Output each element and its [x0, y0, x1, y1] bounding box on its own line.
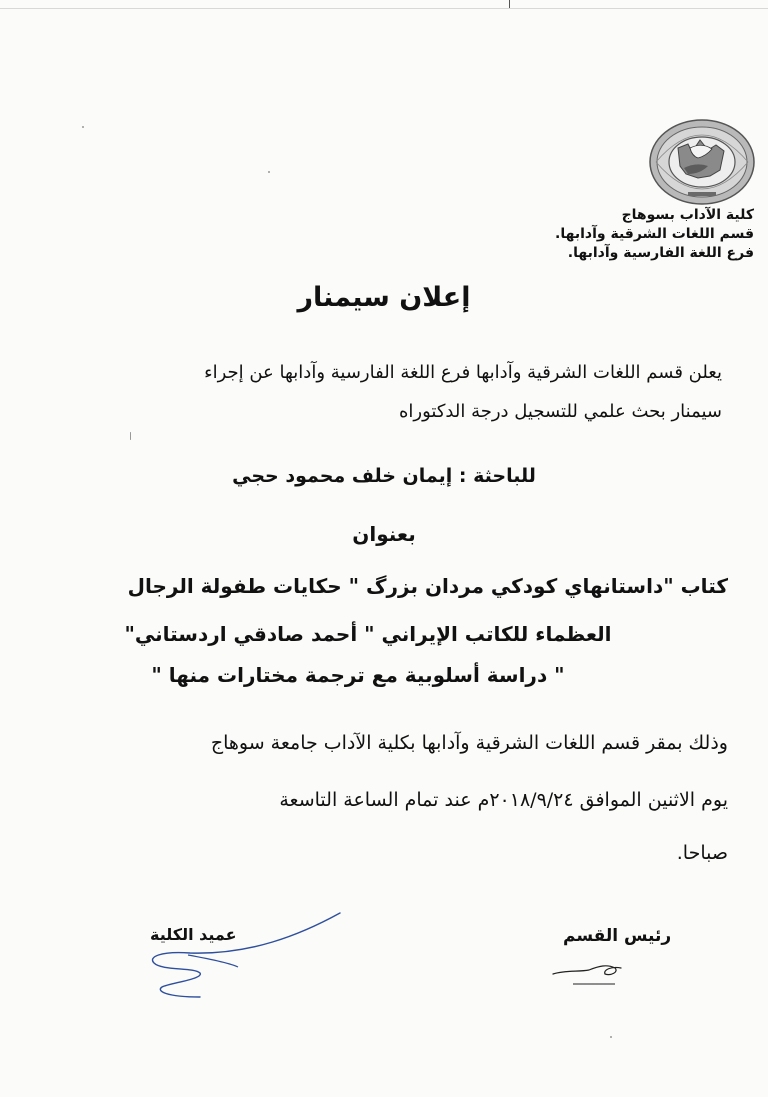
scan-edge-line — [0, 8, 768, 9]
book-title-line-3: " دراسة أسلوبية مع ترجمة مختارات منها " — [151, 663, 565, 687]
intro-line-1: يعلن قسم اللغات الشرقية وآدابها فرع اللغة الفارسية وآدابها عن إجراء — [204, 362, 722, 383]
book-title-line-2: العظماء للكاتب الإيراني " أحمد صادقي اردستاني" — [124, 622, 612, 646]
dean-signature — [130, 905, 360, 1015]
time-line: صباحا. — [676, 842, 728, 864]
department-name: قسم اللغات الشرقية وآدابها. — [555, 226, 754, 242]
department-head-label: رئيس القسم — [563, 926, 672, 946]
title-label: بعنوان — [352, 522, 416, 546]
scan-edge-mark — [509, 0, 510, 8]
head-signature — [545, 952, 655, 992]
intro-line-2: سيمنار بحث علمي للتسجيل درجة الدكتوراه — [398, 401, 722, 422]
scan-speck — [610, 1036, 612, 1038]
dean-label: عميد الكلية — [150, 925, 237, 944]
faculty-name: كلية الآداب بسوهاج — [621, 207, 754, 223]
book-title-line-1: كتاب "داستانهاي كودكي مردان بزرگ " حكايات طفولة الرجال — [127, 574, 728, 598]
page-title: إعلان سيمنار — [297, 282, 471, 313]
branch-name: فرع اللغة الفارسية وآدابها. — [567, 245, 754, 261]
scan-speck — [268, 171, 270, 173]
university-seal-logo — [648, 118, 756, 206]
scan-speck — [82, 126, 84, 128]
scan-speck — [130, 432, 131, 440]
date-line: يوم الاثنين الموافق ٢٠١٨/٩/٢٤م عند تمام الساعة التاسعة — [279, 789, 728, 811]
researcher-name: للباحثة : إيمان خلف محمود حجي — [232, 465, 536, 487]
venue-line: وذلك بمقر قسم اللغات الشرقية وآدابها بكلية الآداب جامعة سوهاج — [210, 732, 728, 754]
institution-header — [454, 206, 754, 263]
